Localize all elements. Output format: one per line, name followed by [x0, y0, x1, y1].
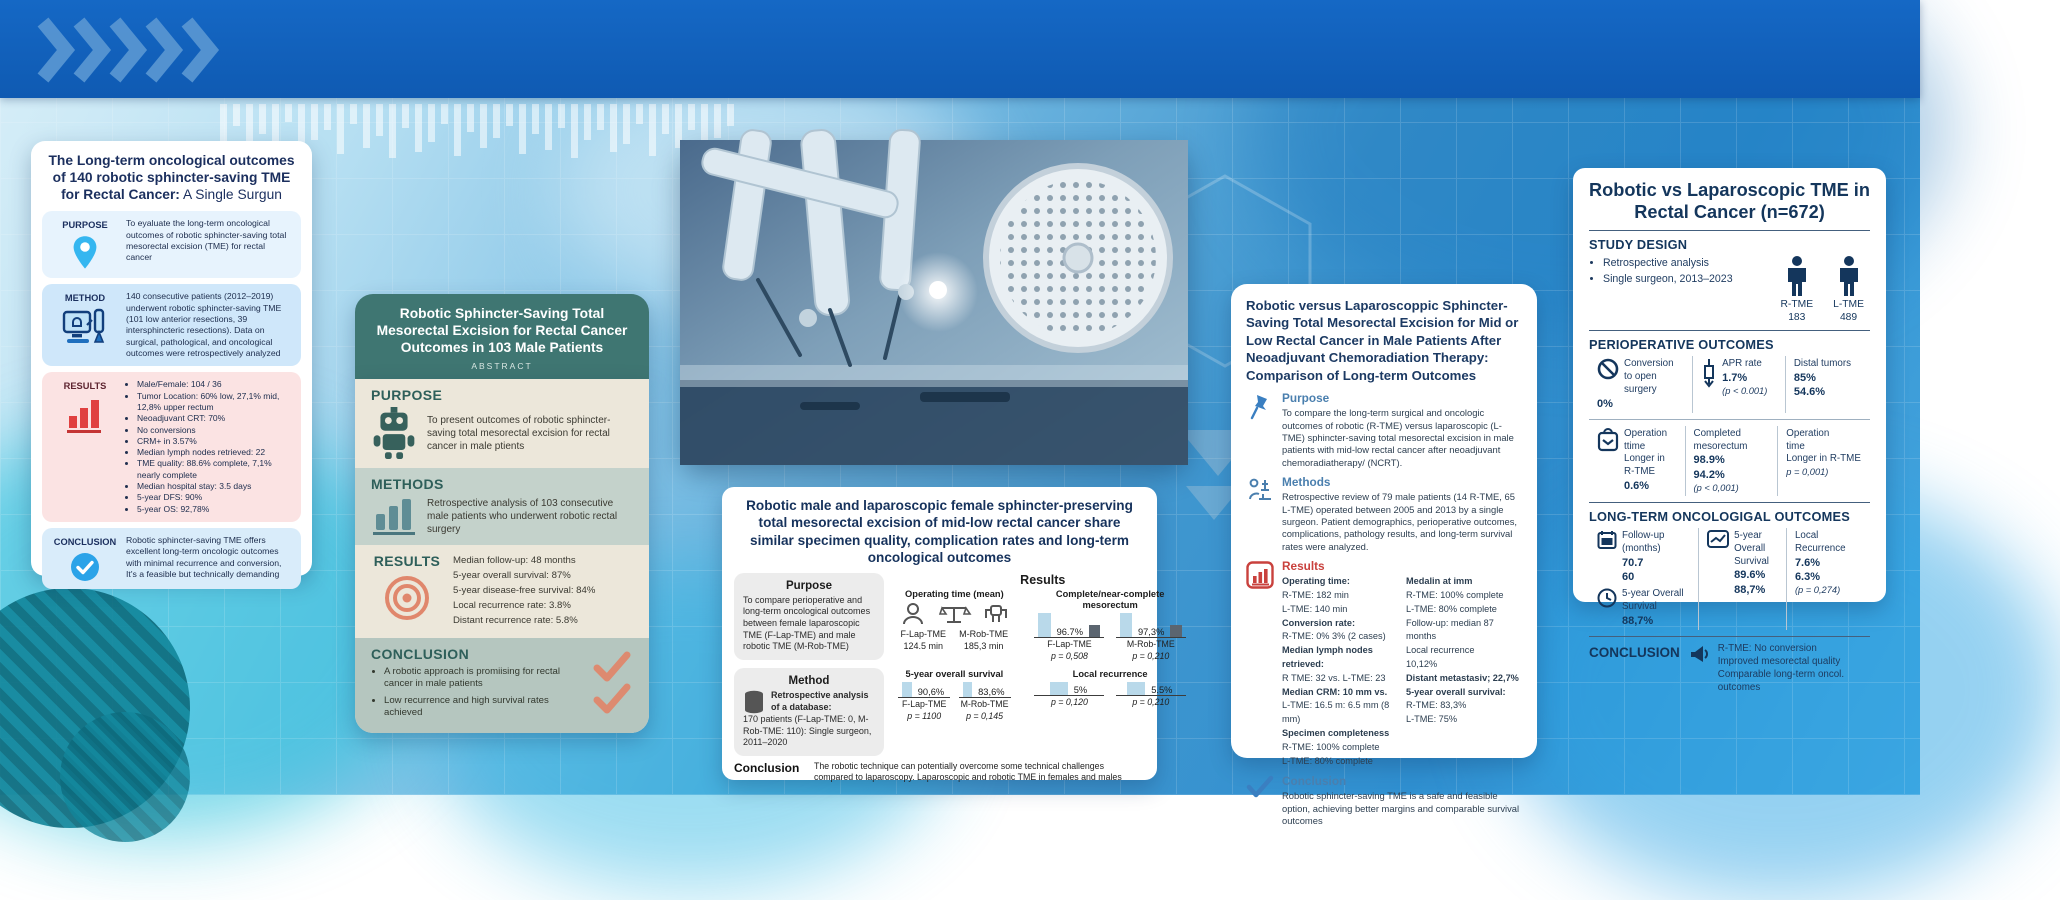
longterm-label: LONG-TERM ONCOLOGIGAL OUTCOMES: [1589, 509, 1850, 525]
card1-method-label: METHOD: [64, 293, 106, 304]
card1-method-section: [42, 284, 301, 366]
card2-methods-section: [355, 468, 649, 545]
syringe-icon: [1701, 358, 1717, 388]
comparison-methods-text: Retrospective review of 79 male patients (14 R-TME, 65 L-TME) operated between 2005 and 2013 by a single surgeon. Patient demographics, perioperative outcomes, complications, pathology results, and long-term survival rates were analyzed.: [1282, 491, 1518, 552]
robot-icon: [371, 407, 417, 459]
center-method-text: 170 patients (F-Lap-TME: 0, M-Rob-TME: 110): Single surgeon, 2011–2020: [743, 714, 872, 748]
striped-circle-decoration: [60, 712, 190, 842]
survival-chart: 5-year overall survival 90,6% F-Lap-TME p = 1100 83,6% M-Rob-TME p = 0,145: [894, 669, 1015, 723]
card1-purpose-section: [42, 211, 301, 278]
longterm-section: Follow-up (months) 70.7 60 5-year Overall Survival 88,7% 5-year Overall Survival 89.6% 88,7% Local Recurrence 7.6% 6.3% (p = 0,274): [1589, 528, 1870, 630]
comparison-purpose-section: [1246, 391, 1522, 469]
center-title: Robotic male and laparoscopic female sphincter-preserving total mesorectal excision of mid-low rectal cancer share similar specimen quality, complication rates and long-term oncological outcomes: [746, 498, 1133, 566]
center-conclusion-label: Conclusion: [734, 761, 800, 776]
database-icon: [743, 690, 765, 714]
card2-results-list: Median follow-up: 48 months 5-year overall survival: 87% 5-year disease-free survival: 84% Local recurrence rate: 3.8% Distant recurrence rate: 5.8%: [453, 555, 596, 626]
comparison-title: Robotic versus Laparoscoppic Sphincter-Saving Total Mesorectal Excision for Mid or Low Rectal Cancer in Male Patients After Neoadjuvant Chemoradiation Therapy: Comparison of Long-term Outcomes: [1246, 298, 1519, 383]
chevron-arrows-icon: [36, 18, 266, 82]
center-results-area: [894, 573, 1192, 757]
checkmark-icon: [593, 684, 631, 714]
card1-conclusion-text: Robotic sphincter-saving TME offers excellent long-term oncologic outcomes with minimal recurrence and conversion, It's a feasible but technically demanding: [126, 534, 282, 579]
center-results-label: Results: [1020, 572, 1066, 587]
card2-conclusion-label: CONCLUSION: [371, 645, 470, 662]
card2-results-section: [355, 545, 649, 637]
comparison-conclusion-section: [1246, 774, 1522, 827]
card1-purpose-text: To eyaluate the long-term oncological outcomes of robotic sphincter-saving total mesorectal excision (TME) for rectal cancer: [126, 218, 287, 263]
calendar-icon: [1597, 530, 1617, 550]
card2-results-label: RESULTS: [373, 553, 441, 570]
card2-purpose-section: [355, 379, 649, 468]
comparison-purpose-label: Purpose: [1282, 391, 1330, 406]
balance-scale-icon: [939, 603, 969, 625]
card2-purpose-label: PURPOSE: [371, 387, 443, 404]
person-icon: [1784, 256, 1810, 298]
top-banner: [0, 0, 1920, 98]
local-recurrence-chart: Local recurrence 5% p = 0,120 5.5% p = 0,210: [1029, 669, 1192, 723]
card2-purpose-text: To present outcomes of robotic sphincter-saving total mesorectal excision for rectal cancer in male ptients: [427, 414, 611, 453]
card-tme-summary: [1573, 168, 1886, 693]
card1-conclusion-label: CONCLUSION: [53, 536, 117, 547]
card-robotic-vs-laparoscopic-ncrt: [1231, 284, 1537, 827]
card2-methods-label: METHODS: [371, 476, 444, 493]
ltme-figure: L-TME 489: [1833, 256, 1864, 325]
comparison-results-left: Operating time: R-TME: 182 min L-TME: 140 min Conversion rate: R-TME: 0% 3% (2 cases) Median lymph nodes retrieved: R TME: 32 vs. L-TME: 23 Median CRM: 10 mm vs. L-TME: 16.5 m: 6.5 mm (8 mm) Specimen completeness R-TME: 100% complete L-TME: 80% complete: [1282, 576, 1390, 766]
monitor-bag-icon: [1597, 428, 1619, 452]
pushpin-icon: [1249, 393, 1271, 419]
robotic-console-icon: [62, 308, 108, 348]
comparison-methods-label: Methods: [1282, 475, 1331, 490]
center-purpose-box: [734, 573, 884, 660]
checkmark-icon: [1247, 776, 1273, 798]
card1-title: The Long-term oncological outcomes of 140 robotic sphincter-saving TME for Rectal Cancer: A Single Surgun: [48, 153, 295, 202]
study-design-label: STUDY DESIGN: [1589, 236, 1688, 252]
card1-results-label: RESULTS: [63, 381, 107, 392]
center-method-lead: Retrospective analysis of a database:: [771, 690, 869, 712]
bar-chart-icon: [371, 496, 417, 536]
summary-conclusion-text: R-TME: No conversion Improved mesorectal quality Comparable long-term oncol. outcomes: [1717, 642, 1845, 693]
checkmark-icon: [593, 652, 631, 682]
card-male-female-comparison: [722, 487, 1175, 783]
rtme-figure: R-TME 183: [1780, 256, 1813, 325]
card-long-term-outcomes: [31, 141, 312, 579]
bar-chart-icon: [1246, 561, 1274, 589]
comparison-results-label: Results: [1282, 559, 1325, 574]
study-design-section: • Retrospective analysis • Single surgeon, 2013–2023 R-TME 183 L-TME 489: [1589, 256, 1870, 325]
center-conclusion-text: The robotic technique can potentially overcome some technical challenges compared to laparoscopy. Laparoscopic and robotic TME in females and males: [814, 761, 1122, 783]
line-chart-icon: [1707, 530, 1729, 548]
card1-results-list: • Male/Female: 104 / 36 • Tumor Location: 60% low, 27,1% mid, 12,8% upper rectum • Neoadjuvant CRT: 70% • No conversions • CRM+ in 3.57% • Median lymph nodes retrieved: 22 • TME quality: 88.6% complete, 7,1% nearly complete • Median hospital stay: 3.5 days • 5-year DFS: 90% • 5-year OS: 92,78%: [126, 379, 293, 515]
no-conversion-icon: [1597, 358, 1619, 380]
perioperative-row1: Conversion to open surgery 0% APR rate 1.7% (p < 0.001) Distal tumors 85% 54.6%: [1589, 356, 1870, 413]
mesorectum-chart: Complete/near-complete mesorectum 96.7% F-Lap-TME p = 0,508 97,3% M-Rob-TME p = 0,210: [1029, 589, 1192, 663]
robotic-surgery-photo: [680, 140, 1188, 465]
summary-title: Robotic vs Laparoscopic TME in Rectal Cancer (n=672): [1589, 180, 1870, 222]
center-conclusion-section: [734, 761, 1145, 784]
card2-abstract-label: ABSTRACT: [471, 361, 533, 372]
card1-purpose-label: PURPOSE: [62, 220, 108, 231]
target-icon: [384, 575, 430, 621]
comparison-conclusion-text: Robotic sphincter-saving TME is a safe and feasible option, achieving better margins and comparable survival outcomes: [1282, 790, 1520, 827]
card2-header: [355, 294, 649, 379]
operating-time-chart: Operating time (mean) F-Lap-TME 124.5 min M-Rob-TME 185,3 min: [900, 588, 1009, 651]
megaphone-icon: [1688, 643, 1710, 665]
card1-conclusion-section: [42, 528, 301, 589]
surgeon-icon: [901, 602, 925, 626]
comparison-results-section: [1246, 559, 1522, 768]
summary-conclusion-section: [1589, 643, 1870, 695]
center-method-label: Method: [788, 675, 830, 687]
comparison-results-right: Medalin at imm R-TME: 100% complete L-TME: 80% complete Follow-up: median 87 months Local recurrence 10,12% Distant metastasiv; 22,7% 5-year overall survival: R-TME: 83,3% L-TME: 75%: [1406, 576, 1519, 725]
bar-chart-icon: [65, 396, 105, 434]
comparison-methods-section: [1246, 475, 1522, 553]
perioperative-row2: Operation ttime Longer in R-TME 0.6% Completed mesorectum 98.9% 94.2% (p < 0,001) Operation time Longer in R-TME p = 0,001): [1589, 426, 1870, 496]
location-pin-icon: [70, 235, 100, 271]
microscope-icon: [1247, 477, 1273, 503]
card1-results-section: [42, 372, 301, 522]
check-circle-icon: [70, 552, 100, 582]
perioperative-label: PERIOPERATIVE OUTCOMES: [1589, 337, 1774, 353]
card2-methods-text: Retrospective analysis of 103 consecutive male patients who underwent robotic rectal surgery: [427, 497, 618, 536]
card2-conclusion-section: CONCLUSION • A robotic approach is promiising for rectal cancer in male patients • Low recurrence and high survival rates achieved: [355, 638, 649, 733]
clock-icon: [1597, 588, 1617, 608]
comparison-purpose-text: To compare the long-term surgical and oncologic outcomes of robotic (R-TME) versus laparoscopic (L-TME) sphincter-saving total mesorectal excision in male patients with mid-low rectal cancer after neoadjuvant chemoradiatherapy/ (NCRT).: [1282, 407, 1514, 468]
robot-arms-icon: [984, 602, 1008, 626]
person-icon: [1836, 256, 1862, 298]
comparison-conclusion-label: Conclusion: [1282, 774, 1347, 789]
center-purpose-label: Purpose: [785, 579, 832, 592]
center-purpose-text: To compare perioperative and long-term oncological outcomes between female laparoscopic TME (F-Lap-TME) and male robotic TME (M-Rob-TME): [743, 594, 871, 652]
summary-conclusion-label: CONCLUSION: [1589, 644, 1680, 660]
card2-title: Robotic Sphincter-Saving Total Mesorectal Excision for Rectal Cancer Outcomes in 103 Male Patients: [376, 306, 628, 355]
card-103-male-patients: [355, 294, 649, 753]
card1-method-text: 140 consecutive patients (2012–2019) underwent robotic sphincter-saving TME (101 low anterior resections, 39 intersphincteric resections). Data on surgical, pathological, and oncological outcomes were retrospectively analyzed: [126, 291, 282, 359]
center-method-box: [734, 668, 884, 756]
